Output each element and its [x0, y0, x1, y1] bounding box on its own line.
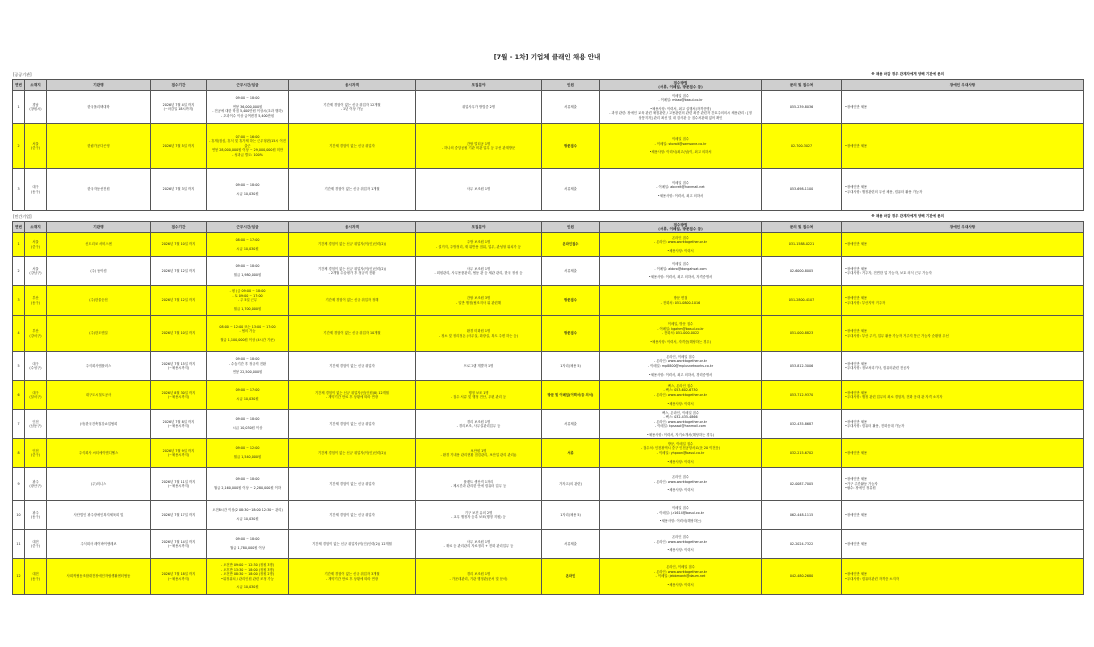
cell-location: 서울 (중구): [25, 124, 47, 169]
cell-row-number: 4: [13, 316, 25, 352]
cell-organization-name: (주)한울순천: [47, 286, 151, 316]
cell-work-hours-wage: 09:00 ~ 17:00 시급 10,030원: [207, 381, 289, 410]
cell-row-number: 10: [13, 501, 25, 530]
cell-headcount: 가자고(의 관련): [542, 468, 600, 501]
cell-preference: •장애인만 채용 •우대사항: 정보처리기사, 컴퓨터관련 전공자: [842, 352, 1084, 381]
cell-location: 부산 (강서구): [25, 316, 47, 352]
cell-headcount: 1자리(채용 5): [542, 501, 600, 530]
cell-headcount: 서류제출: [542, 257, 600, 286]
cell-job-field: 경리 보조원 1명 - 가운데관리, 기관 행정관(문서 및 문서): [416, 559, 542, 595]
table-row: [13, 316, 1084, 352]
cell-preference: •장애인만 채용: [842, 233, 1084, 257]
cell-application-period: 2026년 7월 17일 까지: [151, 501, 207, 530]
cell-job-field: 행정 보조 1명 - 접수 서류 및 행정 전산, 우편 관리 등: [416, 381, 542, 410]
cell-organization-name: 한국자동선진원: [47, 169, 151, 211]
section-label-public: [공공기관]: [13, 72, 32, 77]
cell-application-method: 온라인 접수 - 온라인: www.worktogether.or.kr •채용사항: 이력서: [600, 530, 762, 559]
column-header-application-method: 접수방법 (서류, 이메일, 방문접수 등): [600, 80, 762, 91]
cell-job-field: 간할 멀티공 1명 - 하나의 중앙공원 기관 비관 업무 등 우선 관계방문: [416, 124, 542, 169]
cell-application-period: 2026년 7월 12일 까지: [151, 257, 207, 286]
cell-job-field: 플랜트 생산직 1자리 - 제시간과 관리한 안에 컴퓨터 업무 등: [416, 468, 542, 501]
cell-headcount: 방문접수: [542, 316, 600, 352]
column-header-work-hours-wage: 근무시간/임금: [207, 80, 289, 91]
cell-contact: 031-1588-0221: [762, 233, 842, 257]
cell-application-method: 팩스, 온라인 접수 - 팩스: 053-602-6730 - 온라인: www.worktogether.or.kr •채용사항: 이력서: [600, 381, 762, 410]
cell-contact: 062-448-1115: [762, 501, 842, 530]
cell-application-method: 이메일 접수 - 이메일: mkao@basul.co.kr •채용사항: 이력서, 최고 실행서(자격증명) - 과정 관련: 장애인 교육 관련 채점관련 / 고용관련의 관련 최종 관련자 간호주의의시 채용관리 : [정 상통지자] 관리 최신 및 내 검사관 등 접수처관래 없어 확인: [600, 91, 762, 124]
cell-work-hours-wage: 07:00 ~ 16:00 - 휴게(점심, 휴식 및 휴가제 하는 근무형편(15시 이전 출근 연봉 28,000,000원 이상 ~ 29,000,000원 미만 - 성과급 별도: 100%: [207, 124, 289, 169]
cell-location: 광주 (동구): [25, 501, 47, 530]
cell-preference: •장애인만 채용 •가구 주간활동 가능자 •필수: 장애인 정류원: [842, 468, 1084, 501]
cell-job-field: 사무 보조원 1명 - 회원관리, 사무용품관리, 협동 관 등 세관 관리, 한국 정성 등: [416, 257, 542, 286]
cell-contact: 032-435-8687: [762, 410, 842, 439]
cell-application-method: 방문 면접 - 전화처: 051-0800-1016: [600, 286, 762, 316]
cell-application-period: 2026년 7월 4일 까지 (~마감일 18시까지): [151, 91, 207, 124]
cell-location: 서울 (강남구): [25, 257, 47, 286]
cell-contact: 051-2800-4107: [762, 286, 842, 316]
cell-eligibility: 기간제 경험이 없는 신규 취업자(인)인원(8) 12개월 - 계약기간 만료 후 상황에 따라 연장: [289, 381, 416, 410]
cell-work-hours-wage: 오전8시간 이상(2 08:30~18:00 12:30~ 관리) 시급 10,030원: [207, 501, 289, 530]
cell-location: 대전 (동구): [25, 559, 47, 595]
table-row: [13, 233, 1084, 257]
cell-job-field: 환경 미화원 1명 - 청소 및 정리정돈 (사무실, 화장실, 복도 주변 하는 등): [416, 316, 542, 352]
column-header-contact: 문의 및 접수처: [762, 222, 842, 233]
column-header-headcount: 인원: [542, 80, 600, 91]
cell-row-number: 9: [13, 468, 25, 501]
cell-preference: •장애인만 채용 •우대사항: 행정 관련 업무의 최소 경험자, 전화 응대 관 자격 소지자: [842, 381, 1084, 410]
cell-contact: 053-812-3006: [762, 352, 842, 381]
cell-work-hours-wage: 09:00 ~ 18:00 시급 10,030원 이상: [207, 410, 289, 439]
section-note-private: ※ 채용 마감 경우 관계자에게 양해 기관에 문의: [871, 214, 944, 218]
cell-work-hours-wage: - 오전반 09:00 ~ 12:30 (정원 3명) - 오후반 13:30 ~ 18:00 (정원 3명) - 오전반 08:30 ~ 18:00 (정원 2명) •위정위치 / 관리인원 관련 조정 가능 시급 10,030원: [207, 559, 289, 595]
cell-preference: •장애인만 채용 •우대사항: 부산 주거, 업무 활용 가능자 거주지 통근 가능자 순환형 우선: [842, 316, 1084, 352]
column-header-application-period: 접수기간: [151, 222, 207, 233]
cell-organization-name: 사단법인 광주장애인복지체육회 및: [47, 501, 151, 530]
column-header-organization-name: 기관명: [47, 222, 151, 233]
cell-headcount: 방문 및 이메일(이력서/등 의서): [542, 381, 600, 410]
column-header-preference: 장애인 우대사항: [842, 222, 1084, 233]
section-label-private: [민간기업]: [13, 214, 32, 219]
cell-work-hours-wage: 08:00 ~ 17:00 시급 10,030원: [207, 233, 289, 257]
cell-work-hours-wage: 08:00 ~ 12:00 또는 13:00 ~ 17:00 - 협의 가능 월급 1,100,000원 이상 (4시간 기준): [207, 316, 289, 352]
column-header-job-field: 모집분야: [416, 222, 542, 233]
column-header-location: 소재지: [25, 222, 47, 233]
cell-eligibility: 기간제 경험이 없는 신규 취업자(이(인)인력(2)): [289, 439, 416, 468]
cell-application-method: 이메일 접수 - 이메일: abbro@dongahsat.com •채용사항: 이력서, 최고 의하서, 자격증명서: [600, 257, 762, 286]
cell-application-method: 이메일 접수 - 이메일: abcreit@hanmail.net •채용사항: 이력서, 최고 의하서: [600, 169, 762, 211]
cell-job-field: 사무 보조원 1명: [416, 169, 542, 211]
cell-organization-name: 주식회사엠플러스: [47, 352, 151, 381]
cell-preference: •장애인만 채용: [842, 124, 1084, 169]
cell-application-period: 2026년 7월 11일 까지 (~채용시까지): [151, 468, 207, 501]
column-header-headcount: 인원: [542, 222, 600, 233]
cell-work-hours-wage: 09:00 ~ 18:00 월급 1,980,000원: [207, 257, 289, 286]
cell-eligibility: 기간제 경험이 없는 신규 취업자 정해: [289, 286, 416, 316]
cell-organization-name: (사)한국건축철강쇼업협회: [47, 410, 151, 439]
cell-application-period: 2026년 7월 8일 까지 (~채용시까지): [151, 410, 207, 439]
cell-application-method: 온라인, 이메일 접수 - 온라인: www.worktogether.or.kr - 이메일: mp8800@mplusnetworks.co.kr •채용사항: 이력서, 최고 의하서, 경력증명서: [600, 352, 762, 381]
cell-job-field: 경리 보조원 1명 - 경리보조, 사무실관리업무 등: [416, 410, 542, 439]
cell-location: 대구 (달서구): [25, 381, 47, 410]
cell-organization-name: 주식회사 레이바이앤레코: [47, 530, 151, 559]
cell-eligibility: 기간제 경험이 없는 신규 취업자(이(인)인력(2)) - 2개월 수습평가 후 정규직 전환: [289, 257, 416, 286]
cell-preference: •장애인만 채용: [842, 530, 1084, 559]
cell-eligibility: 기간제 경험이 없는 신규 취업자: [289, 352, 416, 381]
cell-application-method: 방문, 이메일 접수 - 접수처: 인천광역시 중구 인천공항서로(운 20 이전운) - 이메일: yhpoon@basul.co.kr •채용사항: 이력서: [600, 439, 762, 468]
cell-contact: 02-700-3027: [762, 124, 842, 169]
table-row: [13, 352, 1084, 381]
table-header-row: [13, 80, 1084, 91]
cell-location: 인천 (중구): [25, 439, 47, 468]
cell-job-field: 취업사무가 방법중 2명: [416, 91, 542, 124]
cell-headcount: 서류제출: [542, 410, 600, 439]
cell-application-method: 이메일 접수 - 이메일: j.r1614@basul.co.kr •채용사항: 이력서(해당하는): [600, 501, 762, 530]
cell-work-hours-wage: 09:00 ~ 18:00 월급 2,160,000원 이상 ~ 2,280,000원 이하: [207, 468, 289, 501]
table-row: [13, 410, 1084, 439]
column-header-work-hours-wage: 근무시간/임금: [207, 222, 289, 233]
cell-headcount: 서류제출: [542, 91, 600, 124]
cell-contact: 032-215-6702: [762, 439, 842, 468]
cell-row-number: 1: [13, 233, 25, 257]
cell-job-field: 보안원 1명 - 환경 기내용 관리현황 점검관리, 보안업 관리 관리(): [416, 439, 542, 468]
cell-headcount: 서류: [542, 439, 600, 468]
cell-location: 인천 (남동구): [25, 410, 47, 439]
cell-job-field: 간할 보조원 3명 - 일반 행정(협조지사 위 관련해: [416, 286, 542, 316]
column-header-organization-name: 기관명: [47, 80, 151, 91]
cell-row-number: 5: [13, 352, 25, 381]
table-row: [13, 559, 1084, 595]
cell-organization-name: 사회적협동조합대전장애인자립생활센터협동: [47, 559, 151, 595]
cell-organization-name: 주식회사 씨티에이엔디헬스: [47, 439, 151, 468]
cell-application-period: 2026년 7월 12일 까지: [151, 286, 207, 316]
cell-eligibility: 기간제 경험이 없는 신규 취업자(이(인)인력(2)) 12개월: [289, 530, 416, 559]
cell-eligibility: 기간제 경험이 없는 신규 취업자 10개월: [289, 316, 416, 352]
cell-application-period: 2026년 7월 5일 까지: [151, 124, 207, 169]
cell-preference: •장애인만 채용 •우대사항: 컴퓨터 활용, 전화응대 가능자: [842, 410, 1084, 439]
cell-preference: •장애인만 채용 •우대사항: 거주자, 전면한 업 가능자, 보호 의식 근무 가능자: [842, 257, 1084, 286]
cell-application-period: 2026년 7월 3일 까지: [151, 169, 207, 211]
table-row: [13, 286, 1084, 316]
cell-work-hours-wage: 09:00 ~ 18:00 월급 1,780,000원 이상: [207, 530, 289, 559]
cell-location: 대구 (수성구): [25, 352, 47, 381]
cell-contact: 02-6000-8005: [762, 257, 842, 286]
column-header-application-period: 접수기간: [151, 80, 207, 91]
table-row: [13, 124, 1084, 169]
cell-job-field: 사무 보조원 1명 - 재료 등 관리관리 자료정리 + 전화 관리업무 등: [416, 530, 542, 559]
cell-eligibility: 기간제 경험이 없는 신규 취업자 12개월 - 1년 이상 가능: [289, 91, 416, 124]
cell-row-number: 2: [13, 124, 25, 169]
cell-contact: 053-698-1100: [762, 169, 842, 211]
cell-application-method: 이메일 접수 - 이메일: storait@samsone.co.kr •채용사항: 이력서(최고(성)이, 최고 의하서: [600, 124, 762, 169]
cell-work-hours-wage: - 평 (금 09:00 ~ 18:00 - 토 09:00 ~ 17:00 - 주 5일 근무 월급 1,700,000원: [207, 286, 289, 316]
cell-eligibility: 기간제 경험이 없는 신규 취업자 3개월 - 계약기간 만료 후 상황에 따라 연장: [289, 559, 416, 595]
cell-application-period: 2026년 7월 18일 까지 (~채용시까지): [151, 559, 207, 595]
cell-headcount: 1자리(채용 5): [542, 352, 600, 381]
table-row: [13, 91, 1084, 124]
cell-location: 대구 (동구): [25, 169, 47, 211]
column-header-eligibility: 응시자격: [289, 222, 416, 233]
cell-preference: •장애인만 채용: [842, 91, 1084, 124]
cell-row-number: 6: [13, 381, 25, 410]
cell-row-number: 8: [13, 439, 25, 468]
column-header-preference: 장애인 우대사항: [842, 80, 1084, 91]
cell-application-period: 2026년 7월 15일 까지 (~채용시까지): [151, 352, 207, 381]
cell-preference: •장애인만 채용 •우대사항: 행정관련의 우선 채용, 컴퓨터 활용 가능자: [842, 169, 1084, 211]
column-header-contact: 문의 및 접수처: [762, 80, 842, 91]
cell-location: 서울 (중구): [25, 233, 47, 257]
cell-row-number: 1: [13, 91, 25, 124]
table-row: [13, 468, 1084, 501]
table-row: [13, 381, 1084, 410]
cell-application-period: 2026년 7월 9일 까지 (~채용시까지): [151, 439, 207, 468]
cell-eligibility: 기간제 경험이 없는 신규 취업자: [289, 501, 416, 530]
cell-location: 광주 (광산구): [25, 468, 47, 501]
section-note-public: ※ 채용 마감 경우 관계자에게 양해 기관에 문의: [871, 72, 944, 76]
cell-application-method: 이메일, 방문 접수 - 이메일: kgahm@basul.co.kr - 전화처: 051-000-0022 •채용사항: 이력서, 자격증(해당하는 경우): [600, 316, 762, 352]
cell-headcount: 방문접수: [542, 286, 600, 316]
cell-row-number: 12: [13, 559, 25, 595]
cell-contact: 02-0087-7005: [762, 468, 842, 501]
cell-headcount: 온라인: [542, 559, 600, 595]
cell-preference: •장애인만 채용: [842, 501, 1084, 530]
cell-headcount: 서류제출: [542, 530, 600, 559]
cell-contact: 042-480-2680: [762, 559, 842, 595]
cell-organization-name: 한림가공다곤영: [47, 124, 151, 169]
cell-organization-name: 대구도시철도공사: [47, 381, 151, 410]
cell-application-method: 온라인 접수 - 온라인: www.worktogether.or.kr •채용사항: 이력서: [600, 468, 762, 501]
cell-organization-name: (주) 동아짐: [47, 257, 151, 286]
table-row: [13, 257, 1084, 286]
cell-contact: 055-239-8036: [762, 91, 842, 124]
cell-contact: 02-2024-7322: [762, 530, 842, 559]
cell-organization-name: (주)한도엔설: [47, 316, 151, 352]
public-job-table: [12, 79, 1084, 211]
cell-location: 부산 (동구): [25, 286, 47, 316]
cell-row-number: 3: [13, 286, 25, 316]
private-job-table: [12, 221, 1084, 595]
cell-headcount: 서류제출: [542, 169, 600, 211]
cell-application-method: 팩스, 온라인, 이메일 접수 - 팩스: 032-435-4866 - 온라인: www.worktogether.or.kr - 이메일: kpsasol@hanmail.com •채용사항: 이력서, 자기소개서(해당하는 경우): [600, 410, 762, 439]
cell-application-method: 온라인 접수 - 온라인: www.worktogether.or.kr •채용사항: 이력서: [600, 233, 762, 257]
column-header-job-field: 모집분야: [416, 80, 542, 91]
table-row: [13, 501, 1084, 530]
cell-preference: •장애인만 채용 •우대사항: 부산지역 거주자: [842, 286, 1084, 316]
cell-eligibility: 기간제 경험이 없는 신규 취업자 1개월: [289, 169, 416, 211]
cell-application-period: 2026년 8월 30일 까지 (~채용시까지): [151, 381, 207, 410]
cell-work-hours-wage: 09:00 ~ 18:00 시급 10,030원: [207, 169, 289, 211]
cell-job-field: 주방 보조원 1명 - 설거지, 주방정리, 재 위반용 점위, 업무, 관성형 위치가 등: [416, 233, 542, 257]
cell-work-hours-wage: 09:00 ~ 18:00 연봉 36,000,000원 - 전공에 대한 학점 5,400만원 이상시(초과 행하) - 초과이수 이상 급여변경 5,400만원: [207, 91, 289, 124]
cell-row-number: 11: [13, 530, 25, 559]
cell-headcount: 방문접수: [542, 124, 600, 169]
column-header-eligibility: 응시자격: [289, 80, 416, 91]
cell-application-period: 2026년 7월 14일 까지 (~채용시까지): [151, 530, 207, 559]
cell-preference: •장애인만 채용 •우대사항: 컴퓨터관련 자격증 소지자: [842, 559, 1084, 595]
cell-contact: 051-000-8823: [762, 316, 842, 352]
cell-job-field: 기구 보건 유의 2명 - 교무 행정자 등록 보조(행정 지원) 등: [416, 501, 542, 530]
cell-application-method: 온라인, 이메일 접수 - 온라인: www.worktogether.or.kr - 이메일: jebbmanh@daum.net •채용사항: 이력서: [600, 559, 762, 595]
page-title: [7월 - 1차] 기업체 클래인 채용 안내: [493, 53, 601, 61]
cell-eligibility: 기간제 경험이 없는 신규 취업자: [289, 124, 416, 169]
cell-eligibility: 기간제 경험이 없는 신규 취업자: [289, 410, 416, 439]
cell-organization-name: 신도리코 서비스센: [47, 233, 151, 257]
table-header-row: [13, 222, 1084, 233]
cell-contact: 053-712-9370: [762, 381, 842, 410]
cell-location: 대전 (중구): [25, 530, 47, 559]
cell-job-field: 프로그램 개발자 1명: [416, 352, 542, 381]
table-row: [13, 169, 1084, 211]
table-row: [13, 530, 1084, 559]
cell-eligibility: 기간제 경험이 없는 신규 취업자(이(인)인력(2)): [289, 233, 416, 257]
cell-application-period: 2026년 7월 10일 까지: [151, 233, 207, 257]
column-header-application-method: 접수방법 (서류, 이메일, 방문접수 등): [600, 222, 762, 233]
cell-row-number: 7: [13, 410, 25, 439]
cell-headcount: 온라인접수: [542, 233, 600, 257]
cell-location: 경남 (창원시): [25, 91, 47, 124]
cell-organization-name: 한국폴리텍대학: [47, 91, 151, 124]
cell-eligibility: 기간제 경험이 없는 신규 취업자: [289, 468, 416, 501]
column-header-row-number: 연번: [13, 80, 25, 91]
cell-organization-name: (주)미니스: [47, 468, 151, 501]
table-row: [13, 439, 1084, 468]
cell-application-period: 2026년 7월 10일 까지: [151, 316, 207, 352]
cell-preference: •장애인만 채용: [842, 439, 1084, 468]
column-header-location: 소재지: [25, 80, 47, 91]
cell-work-hours-wage: 09:00 ~ 18:00 - 수습기간 후 정규직 전환 연봉 22,500,000원: [207, 352, 289, 381]
cell-row-number: 2: [13, 257, 25, 286]
cell-work-hours-wage: 09:00 ~ 12:00 월급 1,540,000원: [207, 439, 289, 468]
cell-row-number: 3: [13, 169, 25, 211]
column-header-row-number: 연번: [13, 222, 25, 233]
